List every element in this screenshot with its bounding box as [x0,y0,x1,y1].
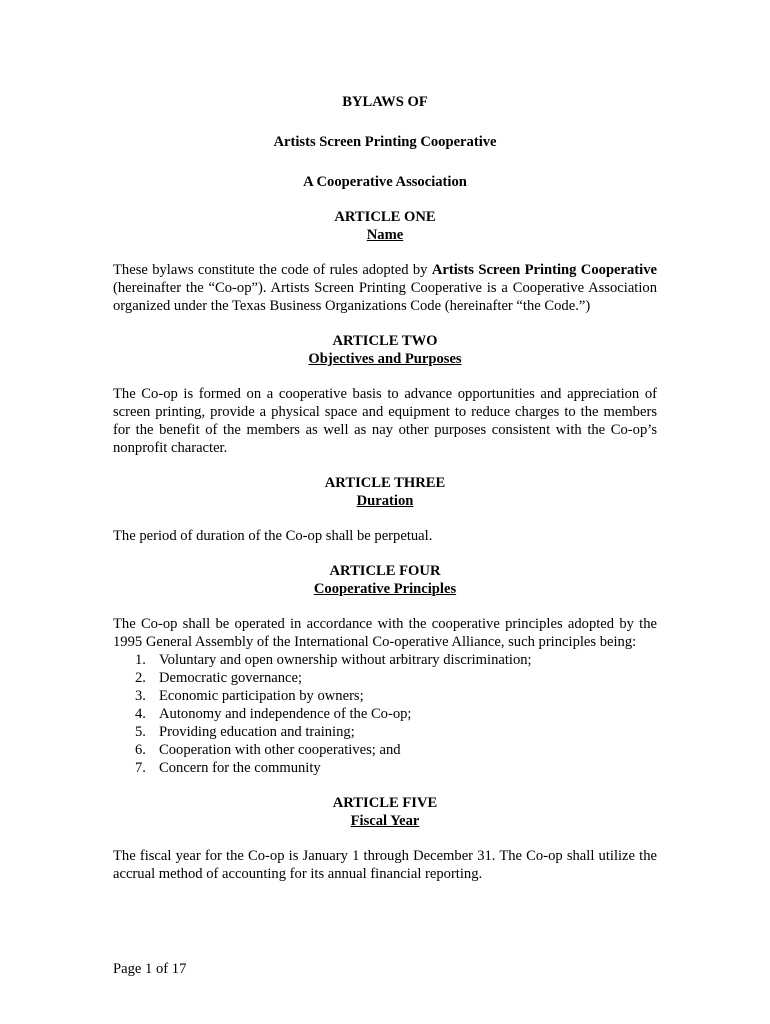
list-number: 7. [135,760,146,776]
article-five-text: The fiscal year for the Co-op is January 1 through December 31. The Co-op shall utilize the accrual method of accounting for its annual financial reporting. [113,848,657,882]
article-name: Fiscal Year [350,813,420,829]
article-two-heading [113,332,657,368]
article-three-text: The period of duration of the Co-op shall be perpetual. [113,528,433,544]
list-item [113,651,657,669]
article-name: Objectives and Purposes [308,351,462,367]
list-text: Concern for the community [159,760,321,776]
list-number: 4. [135,706,146,722]
list-item [113,669,657,687]
list-text: Voluntary and open ownership without arbitrary discrimination; [159,652,532,668]
article-one-text [113,261,657,315]
list-text: Providing education and training; [159,724,355,740]
list-text: Democratic governance; [159,670,303,686]
text-run: (hereinafter the “Co-op”). Artists Screen Printing Cooperative is a Cooperative Association organized under the Texas Business Organizations Code (hereinafter “the Code.”) [113,280,657,314]
doc-title: BYLAWS OF [342,94,428,110]
list-number: 1. [135,652,146,668]
article-name: Name [366,227,404,243]
list-item [113,705,657,723]
article-number: ARTICLE TWO [332,333,438,349]
principles-list [113,651,657,777]
article-number: ARTICLE FIVE [332,795,438,811]
list-text: Autonomy and independence of the Co-op; [159,706,412,722]
text-run: These bylaws constitute the code of rules adopted by [113,262,432,278]
article-number: ARTICLE FOUR [329,563,441,579]
article-one-heading [113,208,657,244]
article-five-heading [113,794,657,830]
list-number: 6. [135,742,146,758]
list-text: Economic participation by owners; [159,688,364,704]
list-number: 5. [135,724,146,740]
list-number: 2. [135,670,146,686]
article-name: Cooperative Principles [313,581,457,597]
article-number: ARTICLE ONE [334,209,436,225]
article-name: Duration [356,493,414,509]
page-number: Page 1 of 17 [113,961,187,977]
document-body [113,93,657,883]
list-item [113,741,657,759]
org-name-inline: Artists Screen Printing Cooperative [431,262,657,278]
org-name: Artists Screen Printing Cooperative [273,134,497,150]
article-two-text: The Co-op is formed on a cooperative basis to advance opportunities and appreciation of screen printing, provide a physical space and equipment to reduce charges to the members for the benefit of the members as well as nay other purposes consistent with the Co-op’s nonprofit character. [113,386,657,456]
article-three-heading [113,474,657,510]
list-item [113,723,657,741]
list-item [113,759,657,777]
org-type: A Cooperative Association [303,174,467,190]
article-number: ARTICLE THREE [324,475,446,491]
article-four-text: The Co-op shall be operated in accordance with the cooperative principles adopted by the 1995 General Assembly of the International Co-operative Alliance, such principles being: [113,616,657,650]
article-four-heading [113,562,657,598]
list-item [113,687,657,705]
list-number: 3. [135,688,146,704]
list-text: Cooperation with other cooperatives; and [159,742,401,758]
